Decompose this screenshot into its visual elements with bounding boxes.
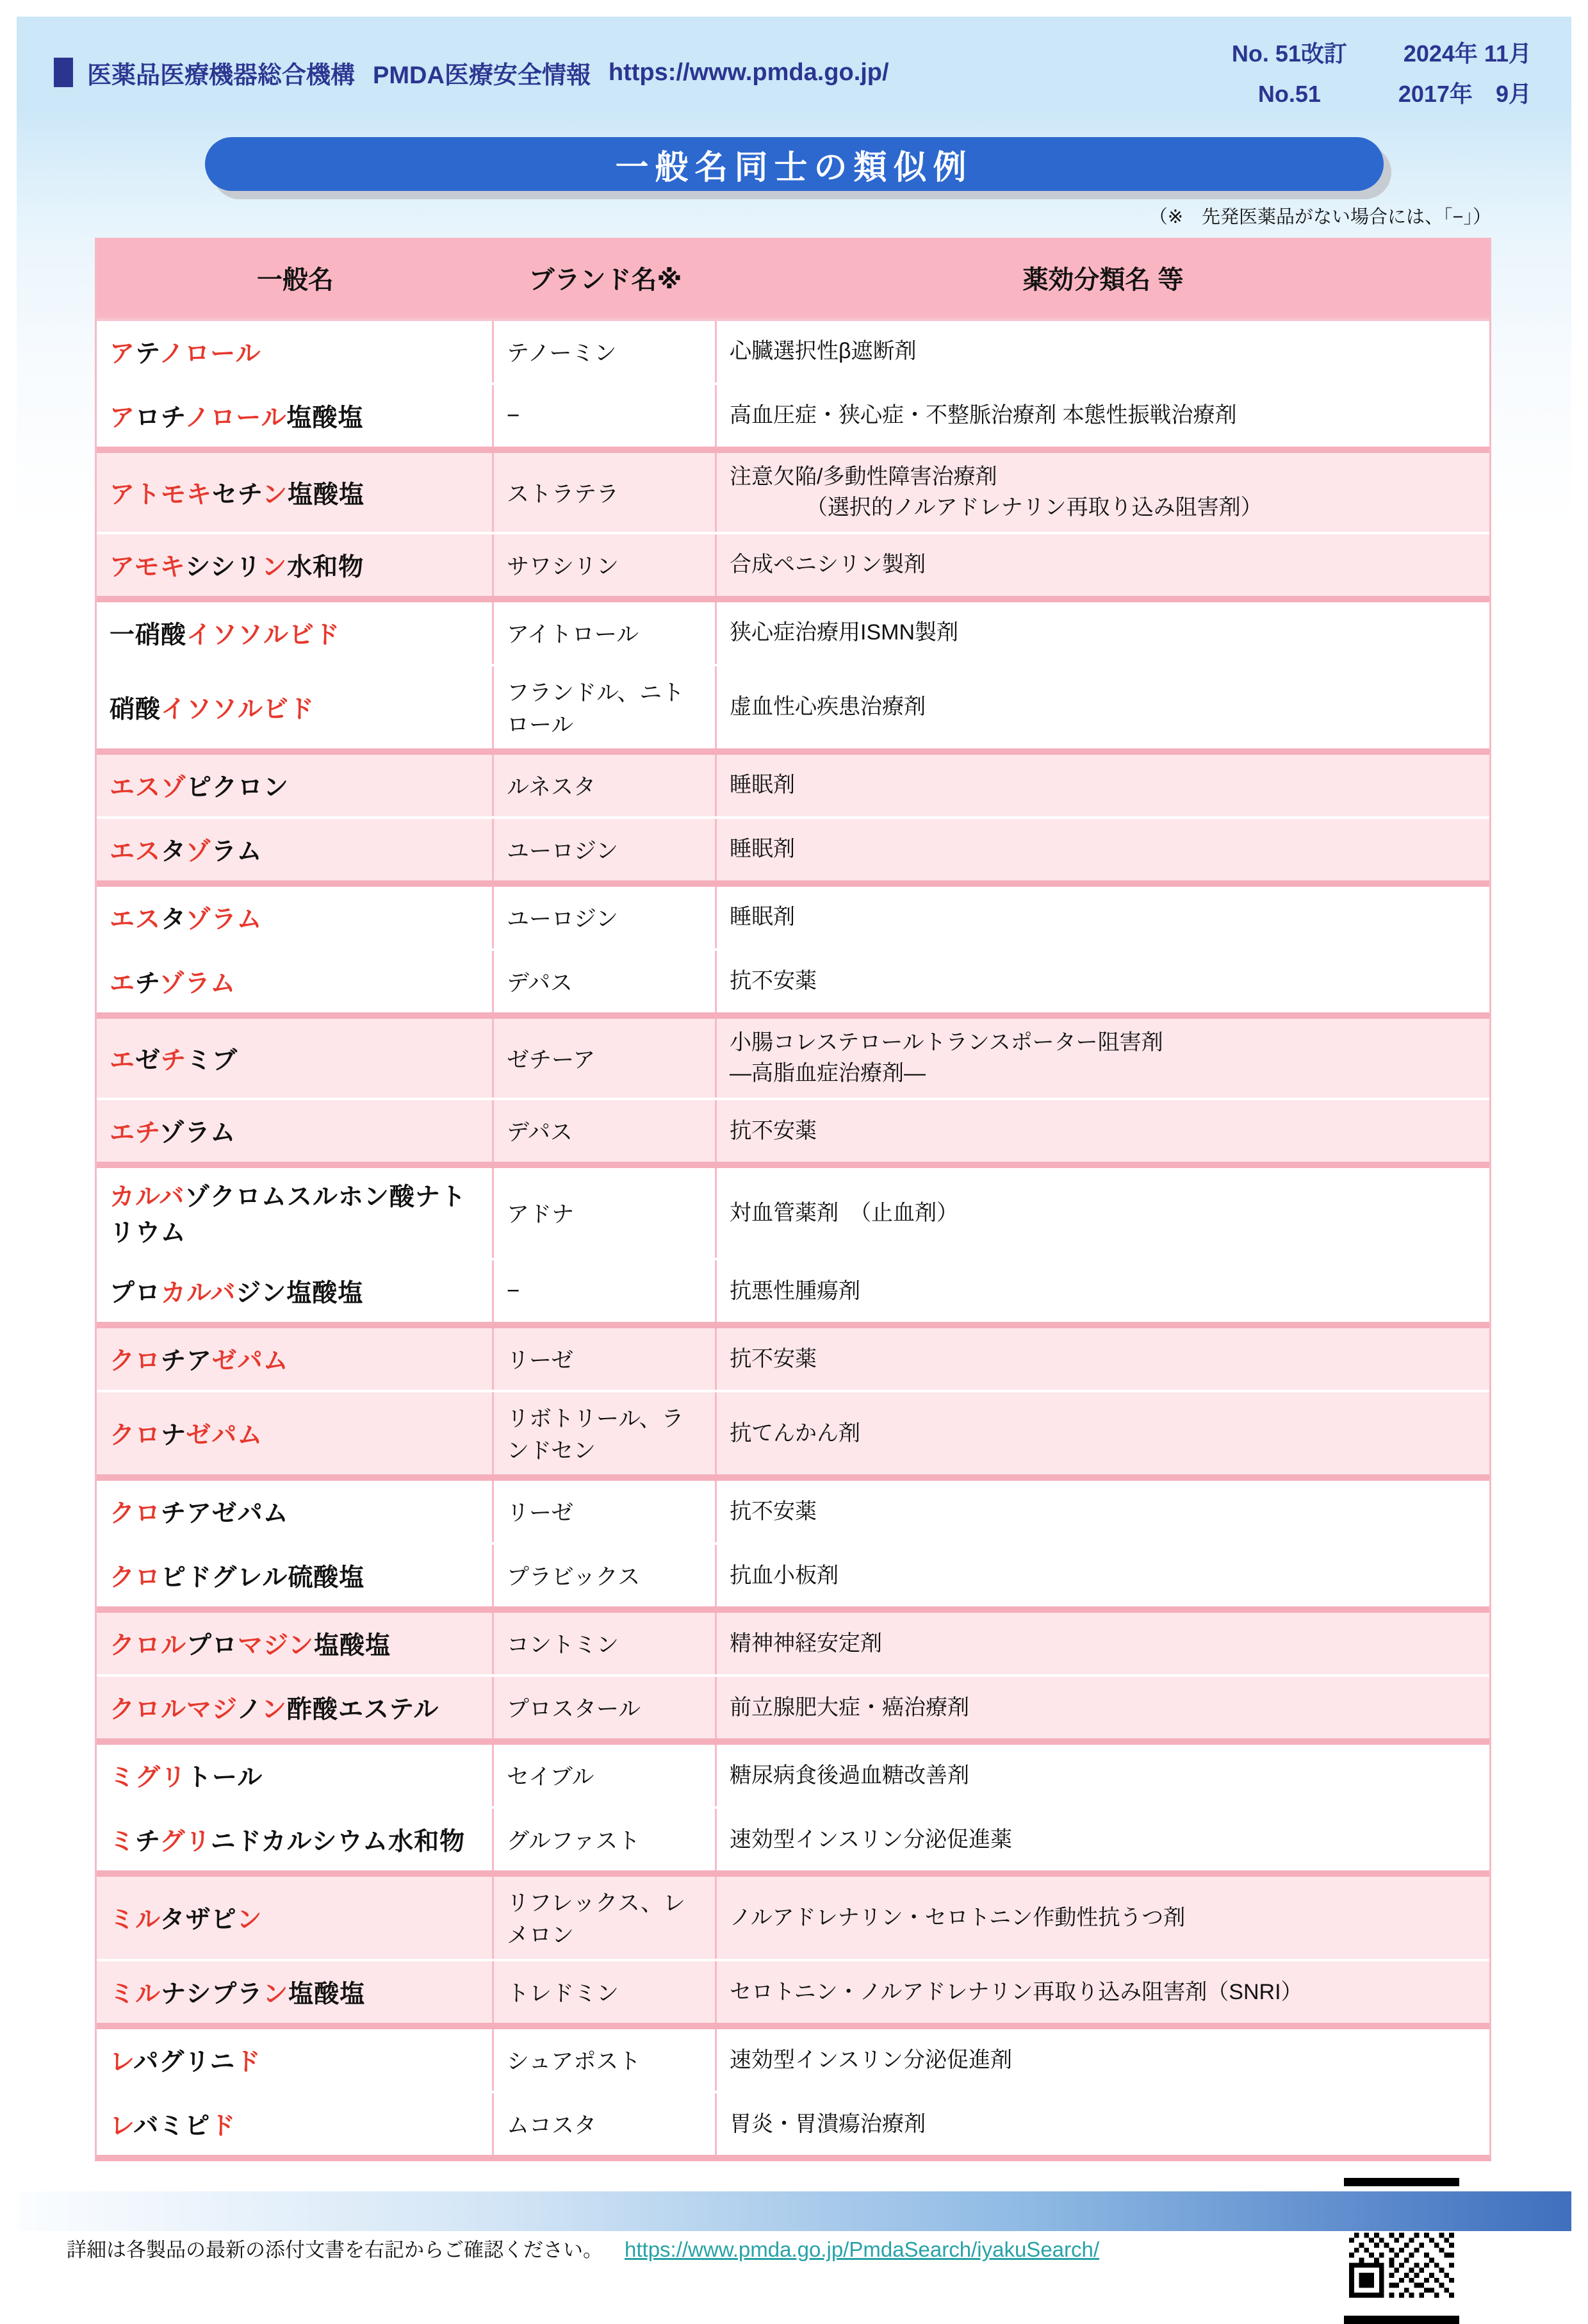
generic-name-cell: クロルプロマジン塩酸塩 (97, 1613, 494, 1674)
row-group (97, 1877, 1489, 2029)
category-cell: 抗不安薬 (730, 1118, 817, 1143)
table-row (97, 383, 1489, 447)
brand-name-cell: プロスタール (494, 1677, 717, 1738)
document-page (17, 17, 1571, 2262)
original-date: 2017年 9月 (1398, 81, 1532, 107)
category-cell: 注意欠陥/多動性障害治療剤 （選択的ノルアドレナリン再取り込み阻害剤） (730, 465, 1263, 520)
category-cell: 抗てんかん剤 (730, 1421, 860, 1446)
page-header (17, 17, 1571, 123)
generic-name-cell: ミルタザピン (97, 1877, 494, 1959)
brand-name-cell: ムコスタ (494, 2093, 717, 2155)
generic-name-cell: エゼチミブ (97, 1019, 494, 1098)
brand-name-cell: ユーロジン (494, 819, 717, 880)
generic-name-cell: カルバゾクロムスルホン酸ナトリウム (97, 1168, 494, 1258)
category-cell: 抗悪性腫瘍剤 (730, 1278, 860, 1303)
row-group (97, 1168, 1489, 1328)
brand-name-cell: セイブル (494, 1745, 717, 1806)
brand-name-cell: リーゼ (494, 1328, 717, 1390)
brand-name-cell: フランドル、ニトロール (494, 666, 717, 748)
category-cell: 高血圧症・狭心症・不整脈治療剤 本態性振戦治療剤 (730, 403, 1237, 428)
table-note: （※ 先発医薬品がない場合には、「−」） (1149, 207, 1491, 227)
publication-title: PMDA医療安全情報 (373, 62, 591, 89)
generic-name-cell: クロナゼパム (97, 1392, 494, 1474)
row-group (97, 602, 1489, 755)
brand-name-cell: プラビックス (494, 1545, 717, 1606)
table-row (97, 816, 1489, 880)
table-row (97, 453, 1489, 532)
row-group (97, 1481, 1489, 1613)
iyaku-search-link[interactable]: https://www.pmda.go.jp/PmdaSearch/iyakuSearch/ (625, 2237, 1100, 2262)
table-row (97, 532, 1489, 596)
category-cell: 抗血小板剤 (730, 1563, 839, 1588)
revision-date: 2024年 11月 (1403, 40, 1532, 67)
table-row (97, 1168, 1489, 1258)
table-row (97, 2091, 1489, 2155)
category-cell: 抗不安薬 (730, 1346, 817, 1371)
table-row (97, 887, 1489, 948)
table-row (97, 321, 1489, 383)
column-header-generic-name: 一般名 (257, 266, 334, 294)
brand-name-cell: リーゼ (494, 1481, 717, 1542)
generic-name-cell: アモキシシリン水和物 (97, 534, 494, 596)
table-row (97, 1098, 1489, 1162)
row-group (97, 1745, 1489, 1877)
table-row (97, 1258, 1489, 1322)
row-group (97, 453, 1489, 602)
category-cell: 前立腺肥大症・癌治療剤 (730, 1695, 969, 1720)
generic-name-cell: レパグリニド (97, 2029, 494, 2091)
generic-name-cell: エスタゾラム (97, 819, 494, 880)
generic-name-cell: プロカルバジン塩酸塩 (97, 1260, 494, 1322)
generic-name-cell: アテノロール (97, 321, 494, 383)
category-cell: 睡眠剤 (730, 905, 795, 930)
generic-name-cell: 硝酸イソソルビド (97, 666, 494, 748)
generic-name-cell: エチゾラム (97, 951, 494, 1012)
generic-name-cell: エスゾピクロン (97, 755, 494, 816)
table-row (97, 1674, 1489, 1738)
category-cell: 速効型インスリン分泌促進薬 (730, 1827, 1012, 1852)
brand-name-cell: デパス (494, 1100, 717, 1162)
table-row (97, 1542, 1489, 1606)
row-group (97, 1613, 1489, 1745)
category-cell: 抗不安薬 (730, 969, 817, 994)
table-row (97, 1019, 1489, 1098)
brand-name-cell: リボトリール、ランドセン (494, 1392, 717, 1474)
table-row (97, 1390, 1489, 1474)
brand-name-cell: ストラテラ (494, 453, 717, 532)
generic-name-cell: アロチノロール塩酸塩 (97, 385, 494, 447)
table-header-row (97, 238, 1489, 321)
table-row (97, 1481, 1489, 1542)
category-cell: ノルアドレナリン・セロトニン作動性抗うつ剤 (730, 1905, 1186, 1930)
category-cell: 抗不安薬 (730, 1499, 817, 1524)
brand-name-cell: グルファスト (494, 1809, 717, 1870)
original-number: No.51 (1257, 81, 1321, 107)
generic-name-cell: ミグリトール (97, 1745, 494, 1806)
brand-name-cell: アドナ (494, 1168, 717, 1258)
row-group (97, 1019, 1489, 1168)
revision-number: No. 51改訂 (1231, 40, 1347, 67)
row-group (97, 321, 1489, 453)
brand-name-cell: アイトロール (494, 602, 717, 664)
category-cell: 心臓選択性β遮断剤 (730, 339, 917, 364)
table-row (97, 948, 1489, 1012)
generic-name-cell: クロルマジノン酢酸エステル (97, 1677, 494, 1738)
generic-name-cell: ミルナシプラン塩酸塩 (97, 1961, 494, 2023)
bottom-gradient-band (17, 2191, 1571, 2231)
generic-name-cell: クロチアゼパム (97, 1481, 494, 1542)
category-cell: 精神神経安定剤 (730, 1631, 882, 1656)
brand-name-cell: ゼチーア (494, 1019, 717, 1098)
brand-name-cell: − (494, 385, 717, 447)
column-header-brand-name: ブランド名※ (528, 266, 682, 294)
table-row (97, 664, 1489, 748)
category-cell: 小腸コレステロールトランスポーター阻害剤 ―高脂血症治療剤― (730, 1030, 1163, 1085)
page-title: 一般名同士の類似例 (205, 137, 1384, 191)
table-row (97, 602, 1489, 664)
brand-name-cell: サワシリン (494, 534, 717, 596)
brand-name-cell: − (494, 1260, 717, 1322)
generic-name-cell: 一硝酸イソソルビド (97, 602, 494, 664)
row-group (97, 887, 1489, 1019)
brand-name-cell: デパス (494, 951, 717, 1012)
brand-name-cell: コントミン (494, 1613, 717, 1674)
drug-table-body (97, 321, 1489, 2155)
generic-name-cell: レバミピド (97, 2093, 494, 2155)
row-group (97, 755, 1489, 887)
category-cell: 狭心症治療用ISMN製剤 (730, 620, 958, 645)
category-cell: 虚血性心疾患治療剤 (730, 695, 926, 720)
table-row (97, 1877, 1489, 1959)
brand-name-cell: リフレックス、レメロン (494, 1877, 717, 1959)
table-row (97, 1959, 1489, 2023)
generic-name-cell: エスタゾラム (97, 887, 494, 948)
generic-name-cell: ミチグリニドカルシウム水和物 (97, 1809, 494, 1870)
row-group (97, 2029, 1489, 2155)
column-header-category: 薬効分類名 等 (1022, 266, 1184, 294)
generic-name-cell: クロチアゼパム (97, 1328, 494, 1390)
pmda-url-link[interactable]: https://www.pmda.go.jp/ (608, 58, 889, 86)
category-cell: 糖尿病食後過血糖改善剤 (730, 1763, 969, 1788)
table-row (97, 1745, 1489, 1806)
category-cell: 速効型インスリン分泌促進剤 (730, 2047, 1012, 2072)
table-row (97, 1613, 1489, 1674)
category-cell: 睡眠剤 (730, 837, 795, 862)
pmda-brand-line (54, 55, 907, 90)
table-row (97, 2029, 1489, 2091)
table-row (97, 755, 1489, 816)
brand-name-cell: ユーロジン (494, 887, 717, 948)
footer-note-line2: 詳細は各製品の最新の添付文書を右記からご確認ください。 (67, 2239, 603, 2262)
category-cell: 合成ペニシリン製剤 (730, 552, 926, 577)
table-row (97, 1806, 1489, 1870)
org-name: 医薬品医療機器総合機構 (87, 62, 356, 89)
category-cell: セロトニン・ノルアドレナリン再取り込み阻害剤（SNRI） (730, 1979, 1303, 2004)
row-group (97, 1328, 1489, 1481)
bullet-square-icon (54, 58, 73, 87)
generic-name-cell: アトモキセチン塩酸塩 (97, 453, 494, 532)
category-cell: 睡眠剤 (730, 773, 795, 798)
brand-name-cell: シュアポスト (494, 2029, 717, 2091)
generic-name-cell: クロピドグレル硫酸塩 (97, 1545, 494, 1606)
issue-info (1232, 36, 1532, 109)
generic-name-cell: エチゾラム (97, 1100, 494, 1162)
table-row (97, 1328, 1489, 1390)
category-cell: 対血管薬剤 （止血剤） (730, 1200, 958, 1225)
brand-name-cell: テノーミン (494, 321, 717, 383)
brand-name-cell: トレドミン (494, 1961, 717, 2023)
drug-similarity-table (95, 238, 1491, 2161)
brand-name-cell: ルネスタ (494, 755, 717, 816)
category-cell: 胃炎・胃潰瘍治療剤 (730, 2111, 926, 2136)
